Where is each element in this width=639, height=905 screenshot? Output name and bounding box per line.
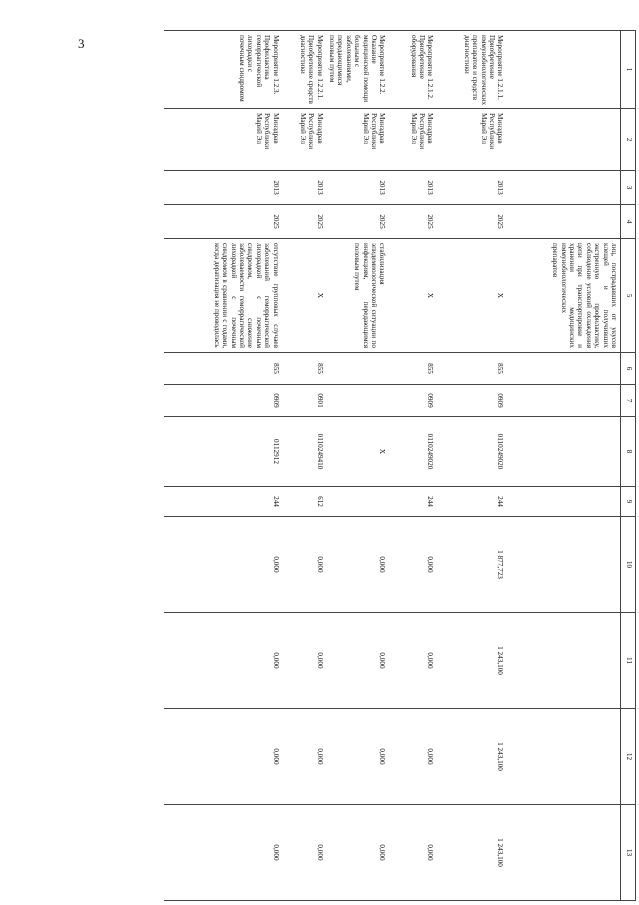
cell-section: 0901 <box>282 385 326 417</box>
cell-type: 612 <box>282 487 326 517</box>
cell-event: Мероприятие 1.2.1.2. Приобретение оборудования <box>389 31 437 109</box>
column-header: 2 <box>621 109 636 171</box>
table-row <box>437 31 507 901</box>
table-row <box>164 31 282 901</box>
program-table <box>164 30 636 901</box>
continuation-row <box>507 31 621 901</box>
cell-end: 2025 <box>282 205 326 239</box>
cell-target: 0110249020 <box>389 417 437 487</box>
cell-end: 2025 <box>437 205 507 239</box>
cell-result: Х <box>437 239 507 353</box>
cell-amount: 0,000 <box>164 517 282 613</box>
cell-amount: 0,000 <box>326 613 389 709</box>
cell-start: 2013 <box>437 171 507 205</box>
cell-event: Мероприятие 1.2.3. Профилактика геморрагической лихорадки с почечным синдромом <box>164 31 282 109</box>
column-header: 12 <box>621 709 636 805</box>
cell-start: 2013 <box>164 171 282 205</box>
cell-amount: 0,000 <box>389 709 437 805</box>
cell-result: стабилизация эпидемиологической ситуации по инфекциям, передающимся половым путем <box>326 239 389 353</box>
cell-end: 2025 <box>326 205 389 239</box>
table-row <box>326 31 389 901</box>
column-header: 10 <box>621 517 636 613</box>
cell-result: Х <box>389 239 437 353</box>
cell-section: 0909 <box>437 385 507 417</box>
cell-target: Х <box>326 417 389 487</box>
cell-amount: 0,000 <box>164 805 282 901</box>
cell-type: 244 <box>389 487 437 517</box>
cell-section <box>326 385 389 417</box>
cell-amount: 1 243,100 <box>437 709 507 805</box>
column-header: 13 <box>621 805 636 901</box>
column-header: 1 <box>621 31 636 109</box>
cell-grbs: 855 <box>282 353 326 385</box>
cell-amount: 0,000 <box>164 709 282 805</box>
cell-amount: 0,000 <box>389 517 437 613</box>
column-header: 11 <box>621 613 636 709</box>
cell-type: 244 <box>437 487 507 517</box>
cell-grbs <box>326 353 389 385</box>
cell-event: Мероприятие 1.2.2. Оказание медицинской помощи больным с заболеваниями, передающимися половым путем <box>326 31 389 109</box>
column-header: 9 <box>621 487 636 517</box>
cell-grbs: 855 <box>389 353 437 385</box>
cell-executor: Минздрав Республики Марий Эл <box>389 109 437 171</box>
cell-amount: 0,000 <box>282 805 326 901</box>
continuation-text: лиц, пострадавших от укусов клещей и получивших экстренную профилактику, соблюдение условий охлаждения цепи при транспортировке и хранении медицинских иммунобиологических препаратов <box>507 239 621 353</box>
cell-amount: 0,000 <box>389 805 437 901</box>
cell-grbs: 855 <box>164 353 282 385</box>
cell-start: 2013 <box>326 171 389 205</box>
cell-amount: 0,000 <box>282 709 326 805</box>
column-header: 7 <box>621 385 636 417</box>
cell-section: 0909 <box>389 385 437 417</box>
cell-amount: 0,000 <box>282 613 326 709</box>
cell-executor: Минздрав Республики Марий Эл <box>437 109 507 171</box>
cell-start: 2013 <box>282 171 326 205</box>
cell-target: 0110249020 <box>437 417 507 487</box>
column-header: 4 <box>621 205 636 239</box>
cell-end: 2025 <box>164 205 282 239</box>
cell-type: 244 <box>164 487 282 517</box>
cell-event: Мероприятие 1.2.2.1. Приобретение средств диагностики <box>282 31 326 109</box>
cell-amount: 0,000 <box>326 805 389 901</box>
table-row <box>389 31 437 901</box>
cell-type <box>326 487 389 517</box>
cell-target: 0110249410 <box>282 417 326 487</box>
cell-executor: Минздрав Республики Марий Эл <box>164 109 282 171</box>
column-header: 8 <box>621 417 636 487</box>
column-header: 5 <box>621 239 636 353</box>
page-number: 3 <box>78 36 85 51</box>
cell-amount: 0,000 <box>326 709 389 805</box>
column-header: 3 <box>621 171 636 205</box>
cell-event: Мероприятие 1.2.1.1. Приобретение иммунобиологических препаратов и средств диагностики <box>437 31 507 109</box>
rotated-table-container <box>116 30 636 900</box>
cell-amount: 0,000 <box>164 613 282 709</box>
cell-start: 2013 <box>389 171 437 205</box>
cell-amount: 1 243,100 <box>437 805 507 901</box>
cell-executor: Минздрав Республики Марий Эл <box>326 109 389 171</box>
cell-amount: 1 243,100 <box>437 613 507 709</box>
header-row <box>621 31 636 901</box>
cell-amount: 0,000 <box>282 517 326 613</box>
column-header: 6 <box>621 353 636 385</box>
cell-executor: Минздрав Республики Марий Эл <box>282 109 326 171</box>
cell-amount: 1 877,723 <box>437 517 507 613</box>
cell-grbs: 855 <box>437 353 507 385</box>
cell-section: 0909 <box>164 385 282 417</box>
cell-result: отсутствие групповых случаев заболеваний геморрагической лихорадкой с почечным синдромом, снижение заболеваемости геморрагической лихорадкой с почечным синдромом в сравнении с годами, когда дератизация не проводилась <box>164 239 282 353</box>
cell-result: Х <box>282 239 326 353</box>
cell-amount: 0,000 <box>389 613 437 709</box>
cell-amount: 0,000 <box>326 517 389 613</box>
table-row <box>282 31 326 901</box>
cell-end: 2025 <box>389 205 437 239</box>
cell-target: 0112912 <box>164 417 282 487</box>
